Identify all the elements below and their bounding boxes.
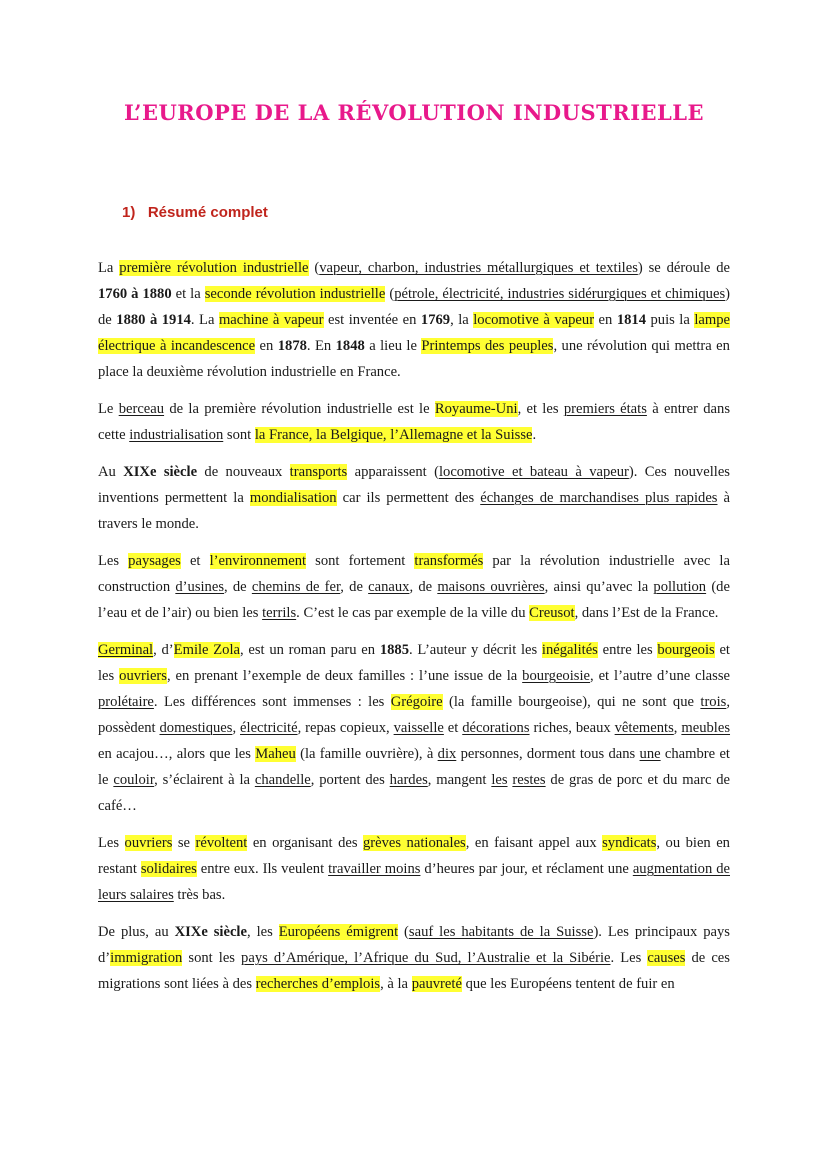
text-run: , s’éclairent à la	[154, 772, 255, 788]
underlined-term: augmentation de leurs salaires	[98, 861, 730, 903]
bold-term: 1760 à 1880	[98, 286, 172, 302]
text-run: , de	[224, 579, 252, 595]
underlined-term: vapeur, charbon, industries métallurgiques et textiles	[319, 260, 638, 276]
text-run: (la famille ouvrière), à	[295, 746, 438, 762]
underlined-term: chemins de fer	[251, 579, 341, 595]
highlighted-term: ouvriers	[124, 835, 173, 851]
highlighted-term: paysages	[128, 553, 181, 569]
text-run: car ils permettent des	[336, 490, 481, 506]
text-run: en acajou…, alors que les	[98, 746, 256, 762]
paragraph-germinal	[98, 637, 730, 819]
text-run: et la	[171, 286, 205, 302]
underlined-term: pollution	[653, 579, 707, 595]
text-run: à entrer dans cette	[98, 401, 731, 443]
text-run: Les	[98, 553, 129, 569]
text-run: entre eux. Ils veulent	[196, 861, 329, 877]
text-run: , mangent	[427, 772, 492, 788]
bold-term: XIXe siècle	[174, 924, 247, 940]
highlighted-term: Emile Zola	[173, 642, 240, 658]
underlined-term: trois	[700, 694, 727, 710]
underlined-term: échanges de marchandises plus rapides	[480, 490, 718, 506]
text-run: , possèdent	[98, 694, 730, 736]
text-run: de ces migrations sont liées à des	[98, 950, 730, 992]
text-run: ). Ces nouvelles inventions permettent la	[98, 464, 730, 506]
underlined-term: pays d’Amérique, l’Afrique du Sud, l’Australie et la Sibérie	[241, 950, 611, 966]
text-run: , et les	[517, 401, 564, 417]
highlighted-term: Européens émigrent	[278, 924, 399, 940]
underlined-term: chandelle	[254, 772, 311, 788]
text-run: sont les	[182, 950, 242, 966]
text-run: (	[308, 260, 320, 276]
text-run: et	[180, 553, 210, 569]
text-run: ) se déroule de	[637, 260, 731, 276]
highlighted-term: transports	[289, 464, 348, 480]
text-run: . C’est le cas par exemple de la ville du	[296, 605, 530, 621]
highlighted-term: ouvriers	[119, 668, 167, 684]
text-run: en	[255, 338, 278, 354]
underlined-term: berceau	[118, 401, 165, 417]
text-run: . Les	[610, 950, 648, 966]
underlined-term: vaisselle	[393, 720, 444, 736]
bold-term: 1885	[379, 642, 409, 658]
highlighted-term: Printemps des peuples	[421, 338, 554, 354]
page-title: L’EUROPE DE LA RÉVOLUTION INDUSTRIELLE	[123, 100, 705, 125]
text-run: puis la	[646, 312, 695, 328]
underlined-term: d’usines	[175, 579, 225, 595]
underlined-term: premiers états	[563, 401, 647, 417]
underlined-term: vêtements	[614, 720, 674, 736]
text-run: , les	[246, 924, 279, 940]
bold-term: 1814	[616, 312, 646, 328]
text-run: Les	[98, 835, 125, 851]
text-run: ,	[673, 720, 682, 736]
text-run: très bas.	[173, 887, 226, 903]
text-run: , d’	[153, 642, 174, 658]
text-run: se	[172, 835, 196, 851]
bold-term: 1769	[420, 312, 451, 328]
text-run: , repas copieux,	[297, 720, 394, 736]
text-run: . En	[306, 338, 336, 354]
paragraph-berceau	[98, 396, 730, 448]
highlighted-term: solidaires	[140, 861, 197, 877]
text-run: , en faisant appel aux	[465, 835, 603, 851]
text-run: (	[398, 924, 409, 940]
highlighted-term: Maheu	[255, 746, 296, 762]
text-run: ) de	[98, 286, 730, 328]
highlighted-term: Germinal	[98, 642, 154, 658]
text-run: .	[532, 427, 537, 443]
highlighted-term: mondialisation	[249, 490, 337, 506]
text-run: . L’auteur y décrit les	[409, 642, 542, 658]
text-run: de nouveaux	[197, 464, 290, 480]
underlined-term: maisons ouvrières	[437, 579, 545, 595]
text-run: est inventée en	[323, 312, 421, 328]
underlined-term: domestiques	[159, 720, 233, 736]
text-run: La	[98, 260, 120, 276]
underlined-term: terrils	[262, 605, 297, 621]
text-run: apparaissent (	[347, 464, 439, 480]
text-run: de la première révolution industrielle est le	[164, 401, 435, 417]
text-run: sont	[223, 427, 255, 443]
highlighted-term: Creusot	[529, 605, 575, 621]
text-run: , une révolution qui mettra en place la deuxième révolution industrielle en France.	[98, 338, 730, 380]
underlined-term: canaux	[368, 579, 410, 595]
highlighted-term: révoltent	[195, 835, 248, 851]
bold-term: 1848	[335, 338, 365, 354]
underlined-term: industrialisation	[129, 427, 224, 443]
highlighted-term: lampe électrique à incandescence	[98, 312, 730, 354]
text-run: . La	[190, 312, 219, 328]
underlined-term: bourgeoisie	[522, 668, 590, 684]
text-run: , de	[409, 579, 438, 595]
text-run: (la famille bourgeoise), qui ne sont que	[442, 694, 701, 710]
text-run: (de l’eau et de l’air) ou bien les	[98, 579, 730, 621]
underlined-term: travailler moins	[328, 861, 421, 877]
text-run: en organisant des	[247, 835, 363, 851]
text-run: d’heures par jour, et réclament une	[420, 861, 633, 877]
paragraph-ouvriers	[98, 830, 730, 908]
highlighted-term: l’environnement	[209, 553, 307, 569]
text-run: entre les	[597, 642, 658, 658]
text-run: , et l’autre d’une classe	[590, 668, 730, 684]
text-run: ,	[232, 720, 241, 736]
underlined-term: électricité	[240, 720, 298, 736]
underlined-term: prolétaire	[98, 694, 154, 710]
underlined-term: les	[491, 772, 508, 788]
text-run: , de	[340, 579, 369, 595]
highlighted-term: grèves nationales	[363, 835, 466, 851]
highlighted-term: la France, la Belgique, l’Allemagne et la Suisse	[254, 427, 533, 443]
text-run: , est un roman paru en	[240, 642, 380, 658]
bold-term: 1878	[277, 338, 307, 354]
highlighted-term: machine à vapeur	[218, 312, 324, 328]
underlined-term: couloir	[113, 772, 155, 788]
paragraph-transports	[98, 459, 730, 537]
highlighted-term: Royaume-Uni	[434, 401, 518, 417]
text-run: Le	[98, 401, 119, 417]
highlighted-term: seconde révolution industrielle	[204, 286, 386, 302]
highlighted-term: bourgeois	[657, 642, 715, 658]
underlined-term: locomotive et bateau à vapeur	[438, 464, 629, 480]
text-run: chambre et le	[98, 746, 730, 788]
underlined-term: restes	[512, 772, 546, 788]
text-run: de gras de porc et du marc de café…	[98, 772, 731, 814]
document-body	[98, 255, 730, 1008]
underlined-term: décorations	[462, 720, 530, 736]
text-run: , ou bien en restant	[98, 835, 730, 877]
underlined-term: une	[639, 746, 661, 762]
underlined-term: meubles	[681, 720, 731, 736]
paragraph-paysages	[98, 548, 730, 626]
highlighted-term: syndicats	[602, 835, 657, 851]
highlighted-term: recherches d’emplois	[255, 976, 381, 992]
underlined-term: pétrole, électricité, industries sidérurgiques et chimiques	[394, 286, 726, 302]
highlighted-term: causes	[647, 950, 686, 966]
text-run: , la	[450, 312, 474, 328]
text-run: De plus, au	[98, 924, 175, 940]
section-heading: 1) Résumé complet	[122, 204, 268, 221]
text-run: sont fortement	[306, 553, 415, 569]
text-run: , dans l’Est de la France.	[574, 605, 719, 621]
text-run: en	[594, 312, 617, 328]
text-run: Au	[98, 464, 124, 480]
highlighted-term: pauvreté	[411, 976, 462, 992]
highlighted-term: première révolution industrielle	[119, 260, 309, 276]
text-run: personnes, dorment tous dans	[456, 746, 640, 762]
highlighted-term: locomotive à vapeur	[473, 312, 595, 328]
underlined-term: sauf les habitants de la Suisse	[408, 924, 594, 940]
highlighted-term: Grégoire	[390, 694, 443, 710]
text-run: riches, beaux	[529, 720, 615, 736]
underlined-term: dix	[437, 746, 457, 762]
text-run: a lieu le	[364, 338, 422, 354]
highlighted-term: transformés	[414, 553, 484, 569]
text-run: , ainsi qu’avec la	[544, 579, 654, 595]
text-run: , en prenant l’exemple de deux familles : l’une issue de la	[166, 668, 523, 684]
paragraph-dates	[98, 255, 730, 385]
text-run: et	[443, 720, 463, 736]
text-run: par la révolution industrielle avec la construction	[98, 553, 730, 595]
underlined-term: hardes	[389, 772, 428, 788]
bold-term: 1880 à 1914	[116, 312, 191, 328]
text-run: ). Les principaux pays d’	[98, 924, 730, 966]
text-run: que les Européens tentent de fuir en	[461, 976, 675, 992]
paragraph-emigration	[98, 919, 730, 997]
highlighted-term: inégalités	[541, 642, 598, 658]
text-run: , à la	[380, 976, 412, 992]
text-run: , portent des	[310, 772, 390, 788]
text-run: et les	[98, 642, 730, 684]
text-run: à travers le monde.	[98, 490, 731, 532]
text-run: (	[385, 286, 395, 302]
highlighted-term: immigration	[110, 950, 183, 966]
text-run: . Les différences sont immenses : les	[153, 694, 391, 710]
bold-term: XIXe siècle	[123, 464, 198, 480]
